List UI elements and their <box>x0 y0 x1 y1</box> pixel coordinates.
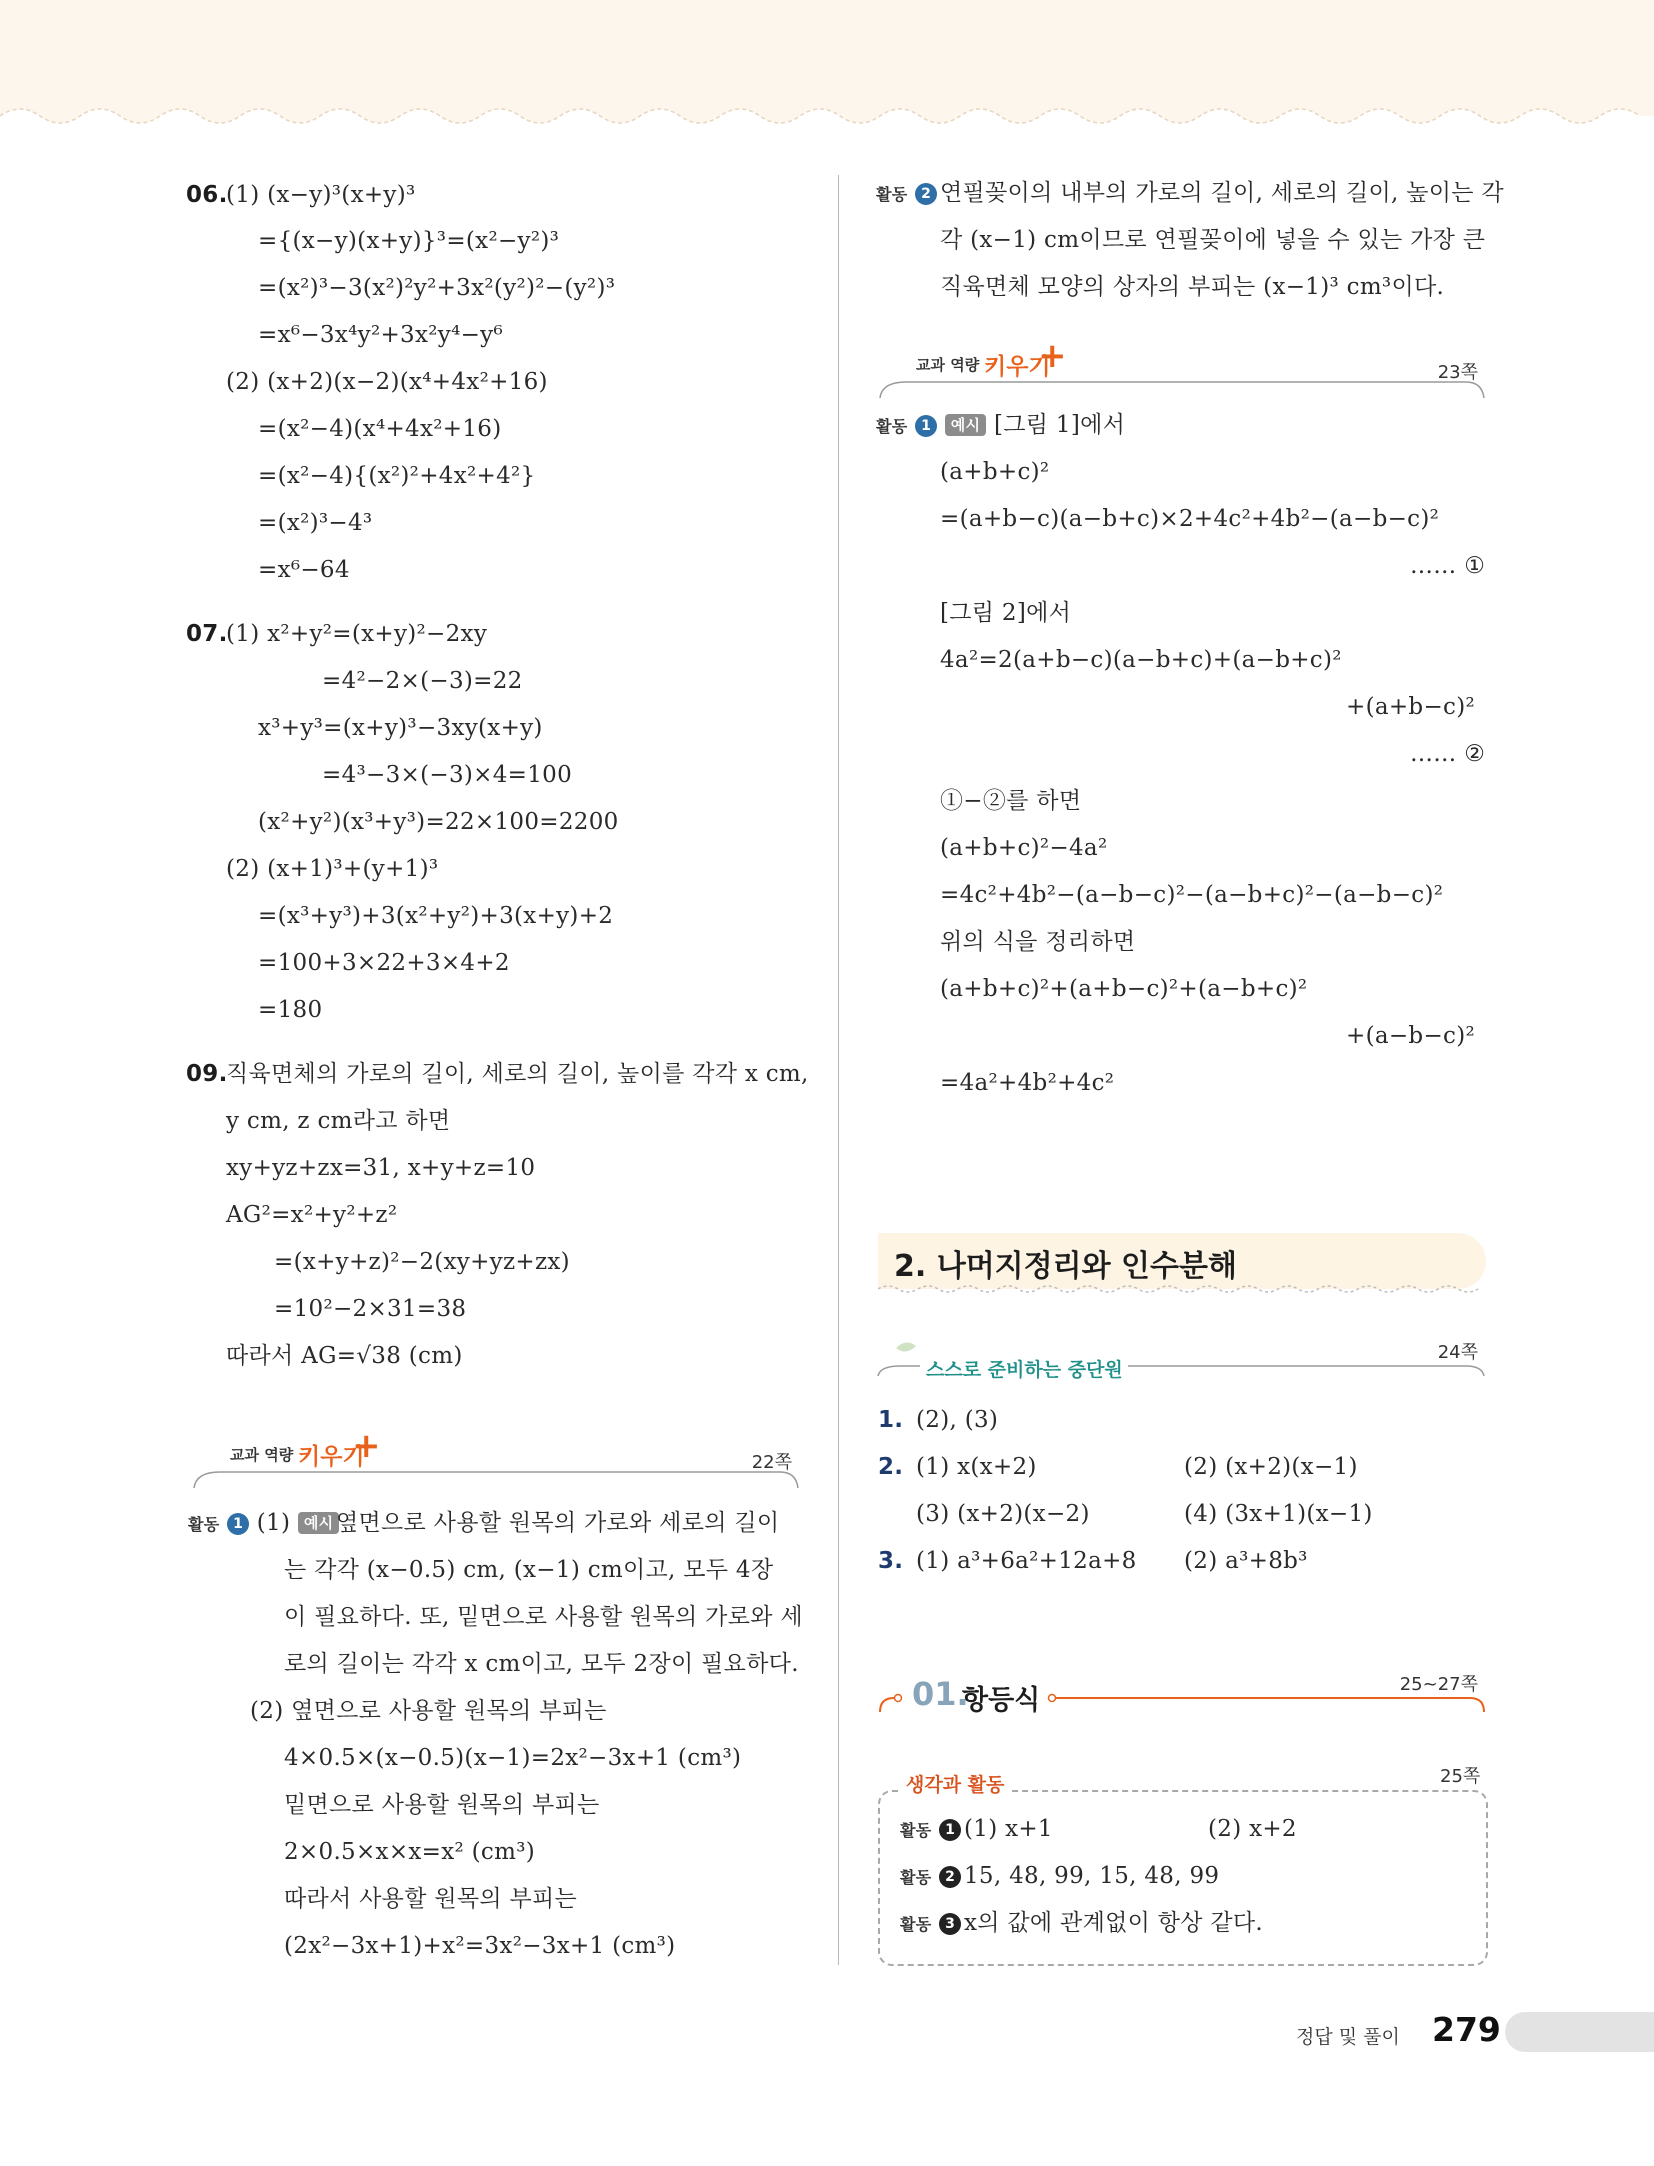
activity-word: 활동 <box>188 1515 220 1534</box>
solution-line: =(x³+y³)+3(x²+y²)+3(x+y)+2 <box>258 903 614 929</box>
answer-text: (2) x+2 <box>1208 1816 1297 1842</box>
solution-line: 밑면으로 사용할 원목의 부피는 <box>284 1792 600 1818</box>
item-number: (1) <box>256 1510 291 1536</box>
page-ref: 25~27쪽 <box>1399 1674 1478 1695</box>
answer-text: (1) x+1 <box>964 1816 1053 1842</box>
leaf-icon <box>896 1342 916 1351</box>
solution-line: 연필꽂이의 내부의 가로의 길이, 세로의 길이, 높이는 각 <box>940 180 1504 206</box>
solution-line: 2×0.5×x×x=x² (cm³) <box>284 1839 535 1865</box>
solution-line: =(a+b−c)(a−b+c)×2+4c²+4b²−(a−b−c)² <box>940 506 1440 532</box>
activity-header <box>188 1508 339 1540</box>
solution-line: 4×0.5×(x−0.5)(x−1)=2x²−3x+1 (cm³) <box>284 1745 742 1771</box>
solution-line: xy+yz+zx=31, x+y+z=10 <box>226 1155 536 1181</box>
activity-word: 활동 <box>900 1821 932 1840</box>
competency-title: 키우기 <box>984 354 1051 380</box>
equation-marker: …… ① <box>1410 553 1486 579</box>
solution-line: =10²−2×31=38 <box>274 1296 467 1322</box>
solution-line: =180 <box>258 997 323 1023</box>
solution-line: y cm, z cm라고 하면 <box>226 1108 451 1134</box>
solution-line: [그림 1]에서 <box>994 412 1126 438</box>
answer-text: (1) a³+6a²+12a+8 <box>916 1548 1137 1574</box>
activity-number-badge: 1 <box>915 415 937 437</box>
solution-line: =(x²−4)(x⁴+4x²+16) <box>258 416 502 442</box>
equation-marker: …… ② <box>1410 741 1486 767</box>
problem-number: 09. <box>186 1061 228 1087</box>
page-ref: 23쪽 <box>1437 362 1478 383</box>
solution-line: (1) (x−y)³(x+y)³ <box>226 182 416 208</box>
section-title: 2. 나머지정리와 인수분해 <box>894 1249 1237 1284</box>
solution-line: 위의 식을 정리하면 <box>940 929 1136 955</box>
chapter-review-label: 스스로 준비하는 중단원 <box>926 1359 1123 1381</box>
wavy-underline <box>878 1283 1486 1295</box>
answer-number: 1. <box>878 1407 904 1433</box>
activity-number-badge: 3 <box>939 1913 961 1935</box>
topic-name: 항등식 <box>962 1685 1041 1716</box>
competency-label: 교과 역량 <box>916 356 980 374</box>
plus-icon: + <box>352 1426 381 1466</box>
solution-line: =4²−2×(−3)=22 <box>322 668 523 694</box>
solution-line: =4³−3×(−3)×4=100 <box>322 762 573 788</box>
solution-line: (1) x²+y²=(x+y)²−2xy <box>226 621 488 647</box>
topic-number: 01. <box>912 1675 969 1713</box>
solution-line: 직육면체 모양의 상자의 부피는 (x−1)³ cm³이다. <box>940 274 1445 300</box>
solution-line: 로의 길이는 각각 x cm이고, 모두 2장이 필요하다. <box>284 1651 799 1677</box>
footer-label: 정답 및 풀이 <box>1296 2026 1400 2048</box>
activity-number-badge: 2 <box>939 1866 961 1888</box>
solution-line: =x⁶−3x⁴y²+3x²y⁴−y⁶ <box>258 322 503 348</box>
solution-line: 따라서 사용할 원목의 부피는 <box>284 1886 578 1912</box>
example-tag: 예시 <box>945 414 987 436</box>
activity-header <box>876 178 937 210</box>
solution-line: ={(x−y)(x+y)}³=(x²−y²)³ <box>258 228 560 254</box>
answer-text: (2), (3) <box>916 1407 999 1433</box>
answer-number: 2. <box>878 1454 904 1480</box>
wavy-border <box>0 98 1654 134</box>
solution-line: (a+b+c)²−4a² <box>940 835 1108 861</box>
solution-line: +(a−b−c)² <box>1346 1023 1475 1049</box>
activity-header <box>900 1814 961 1846</box>
solution-line: 는 각각 (x−0.5) cm, (x−1) cm이고, 모두 4장 <box>284 1557 774 1583</box>
section-title-banner <box>878 1233 1486 1289</box>
solution-line: =x⁶−64 <box>258 557 350 583</box>
competency-label: 교과 역량 <box>230 1446 294 1464</box>
solution-line: 각 (x−1) cm이므로 연필꽂이에 넣을 수 있는 가장 큰 <box>940 227 1486 253</box>
solution-line: =(x+y+z)²−2(xy+yz+zx) <box>274 1249 570 1275</box>
answer-text: 15, 48, 99, 15, 48, 99 <box>964 1863 1220 1889</box>
activity-word: 활동 <box>876 185 908 204</box>
activity-header <box>900 1861 961 1893</box>
activity-number-badge: 1 <box>939 1819 961 1841</box>
page-ref: 22쪽 <box>751 1452 792 1473</box>
activity-word: 활동 <box>876 417 908 436</box>
page-ref: 24쪽 <box>1437 1342 1478 1363</box>
solution-line: =(x²)³−4³ <box>258 510 373 536</box>
activity-header <box>900 1908 961 1940</box>
answer-text: (4) (3x+1)(x−1) <box>1184 1501 1373 1527</box>
answer-text: x의 값에 관계없이 항상 같다. <box>964 1910 1264 1936</box>
problem-number: 06. <box>186 182 228 208</box>
solution-line: 직육면체의 가로의 길이, 세로의 길이, 높이를 각각 x cm, <box>226 1061 809 1087</box>
activity-number-badge: 2 <box>915 183 937 205</box>
answer-text: (2) a³+8b³ <box>1184 1548 1308 1574</box>
solution-line: =(x²−4){(x²)²+4x²+4²} <box>258 463 536 489</box>
page-number: 279 <box>1432 2010 1501 2049</box>
solution-line: 이 필요하다. 또, 밑면으로 사용할 원목의 가로와 세 <box>284 1604 803 1630</box>
competency-title: 키우기 <box>298 1444 365 1470</box>
solution-line: (2) 옆면으로 사용할 원목의 부피는 <box>250 1698 607 1724</box>
answer-text: (1) x(x+2) <box>916 1454 1037 1480</box>
solution-line: 옆면으로 사용할 원목의 가로와 세로의 길이 <box>336 1510 780 1536</box>
competency-header <box>876 336 1488 390</box>
answer-text: (3) (x+2)(x−2) <box>916 1501 1090 1527</box>
solution-line: +(a+b−c)² <box>1346 694 1475 720</box>
solution-line: 따라서 AG=√38 (cm) <box>226 1343 463 1369</box>
answer-text: (2) (x+2)(x−1) <box>1184 1454 1358 1480</box>
activity-word: 활동 <box>900 1915 932 1934</box>
problem-number: 07. <box>186 621 228 647</box>
think-activity-label: 생각과 활동 <box>900 1770 1010 1797</box>
answer-number: 3. <box>878 1548 904 1574</box>
solution-line: (2x²−3x+1)+x²=3x²−3x+1 (cm³) <box>284 1933 676 1959</box>
top-band <box>0 0 1654 128</box>
solution-line: x³+y³=(x+y)³−3xy(x+y) <box>258 715 543 741</box>
solution-line: (x²+y²)(x³+y³)=22×100=2200 <box>258 809 619 835</box>
page-ref: 25쪽 <box>1440 1766 1481 1787</box>
solution-line: =4c²+4b²−(a−b−c)²−(a−b+c)²−(a−b−c)² <box>940 882 1444 908</box>
solution-line: (a+b+c)²+(a+b−c)²+(a−b+c)² <box>940 976 1308 1002</box>
solution-line: ①−②를 하면 <box>940 788 1082 814</box>
solution-line: (2) (x+2)(x−2)(x⁴+4x²+16) <box>226 369 548 395</box>
solution-line: (2) (x+1)³+(y+1)³ <box>226 856 439 882</box>
activity-header <box>876 410 986 442</box>
competency-header <box>190 1426 802 1480</box>
solution-line: 4a²=2(a+b−c)(a−b+c)+(a−b+c)² <box>940 647 1342 673</box>
plus-icon: + <box>1038 336 1067 376</box>
solution-line: [그림 2]에서 <box>940 600 1072 626</box>
solution-line: AG²=x²+y²+z² <box>226 1202 398 1228</box>
activity-number-badge: 1 <box>227 1513 249 1535</box>
example-tag: 예시 <box>298 1512 340 1534</box>
solution-line: =4a²+4b²+4c² <box>940 1070 1115 1096</box>
solution-line: =(x²)³−3(x²)²y²+3x²(y²)²−(y²)³ <box>258 275 616 301</box>
solution-line: (a+b+c)² <box>940 459 1050 485</box>
column-divider <box>838 175 839 1965</box>
footer-tab <box>1505 2012 1654 2052</box>
activity-word: 활동 <box>900 1868 932 1887</box>
solution-line: =100+3×22+3×4+2 <box>258 950 510 976</box>
